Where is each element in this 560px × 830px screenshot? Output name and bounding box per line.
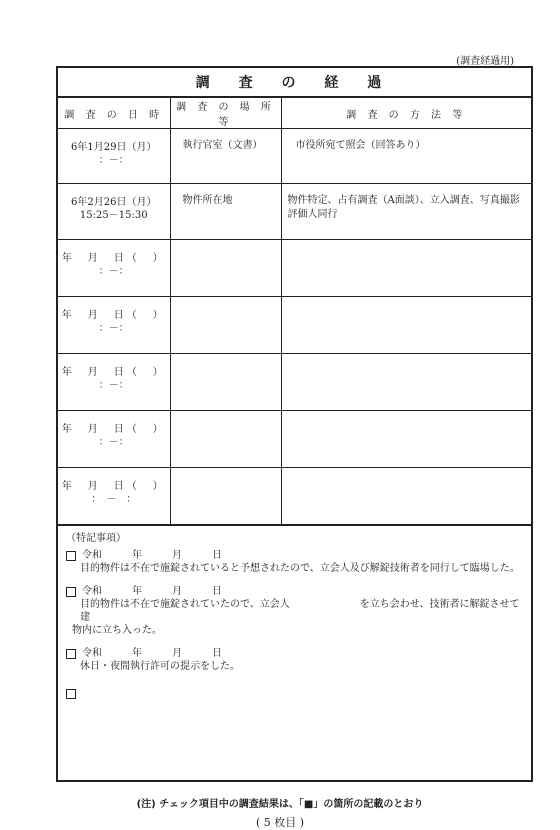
- date-cell: [58, 297, 170, 354]
- place-cell: [170, 240, 281, 297]
- method-cell: [281, 411, 531, 468]
- note-item: [66, 585, 523, 637]
- method-text: 物件特定、占有調査（A面談）、立入調査、写真撮影 評価人同行: [287, 195, 520, 220]
- time-text: ：－：: [98, 380, 129, 391]
- time-text: 15:25－15:30: [79, 210, 148, 221]
- method-cell: [281, 240, 531, 297]
- note-month: 月: [172, 648, 182, 659]
- time-text: ：－：: [98, 155, 129, 166]
- note-text: 休日・夜間執行許可の提示をした。: [80, 661, 240, 672]
- date-text: 年 月 日（ ）: [61, 310, 166, 321]
- time-text: ：－：: [98, 266, 129, 277]
- investigation-record-form: [56, 66, 533, 782]
- note-item: [66, 647, 523, 673]
- page-number: ( 5 枚目 ): [255, 816, 305, 829]
- date-cell: [58, 184, 170, 240]
- special-notes-section: [58, 525, 531, 715]
- note-year: 年: [132, 648, 142, 659]
- date-cell: [58, 129, 170, 184]
- note-text: 目的物件は不在で施錠されていると予想されたので、立会人及び解錠技術者を同行して臨場した。: [80, 563, 520, 574]
- note-day: 日: [212, 648, 222, 659]
- table-header-row: [58, 98, 531, 129]
- header-method: 調 査 の 方 法 等: [281, 98, 531, 129]
- note-year: 年: [132, 550, 142, 561]
- note-month: 月: [172, 586, 182, 597]
- note-era: 令和: [82, 648, 102, 659]
- method-cell: [281, 184, 531, 240]
- note-day: 日: [212, 550, 222, 561]
- table-row: [58, 297, 531, 354]
- date-cell: [58, 411, 170, 468]
- note-text: 目的物件は不在で施錠されていたので、立会人 を立ち会わせ、技術者に解錠させて建: [80, 599, 520, 623]
- place-cell: [170, 129, 281, 184]
- note-day: 日: [212, 586, 222, 597]
- date-text: 年 月 日（ ）: [61, 424, 166, 435]
- method-cell: [281, 297, 531, 354]
- method-text: 市役所宛て照会（回答あり）: [295, 140, 426, 151]
- method-cell: [281, 468, 531, 525]
- table-row: [58, 354, 531, 411]
- note-text-continued: 物内に立ち入った。: [72, 625, 162, 636]
- method-cell: [281, 354, 531, 411]
- table-row: [58, 468, 531, 525]
- date-cell: [58, 354, 170, 411]
- date-text: 年 月 日（ ）: [61, 253, 166, 264]
- form-title: 調 査 の 経 過: [58, 68, 531, 97]
- note-item: [66, 549, 523, 575]
- time-text: ：－：: [98, 437, 129, 448]
- time-text: ：－：: [98, 323, 129, 334]
- place-cell: [170, 354, 281, 411]
- date-text: 6年2月26日（月）: [71, 197, 157, 208]
- investigation-table: [58, 97, 531, 525]
- checkbox[interactable]: [66, 587, 76, 597]
- table-row: [58, 184, 531, 240]
- date-text: 年 月 日（ ）: [61, 481, 166, 492]
- table-row: [58, 411, 531, 468]
- table-row: [58, 240, 531, 297]
- place-text: 執行官室（文書）: [182, 140, 263, 151]
- time-text: ： － ：: [91, 494, 137, 505]
- checkbox[interactable]: [66, 551, 76, 561]
- footnote: (注) チェック項目中の調査結果は、「■」の箇所の記載のとおり: [136, 799, 424, 810]
- place-cell: [170, 184, 281, 240]
- note-month: 月: [172, 550, 182, 561]
- place-cell: [170, 468, 281, 525]
- date-cell: [58, 468, 170, 525]
- date-cell: [58, 240, 170, 297]
- place-text: 物件所在地: [182, 195, 233, 206]
- header-place: 調 査 の 場 所 等: [170, 98, 281, 129]
- form-type-label: (調査経過用): [456, 56, 514, 67]
- place-cell: [170, 411, 281, 468]
- table-row: [58, 129, 531, 184]
- place-cell: [170, 297, 281, 354]
- checkbox[interactable]: [66, 649, 76, 659]
- note-era: 令和: [82, 550, 102, 561]
- header-date: 調 査 の 日 時: [58, 98, 170, 129]
- date-text: 年 月 日（ ）: [61, 367, 166, 378]
- date-text: 6年1月29日（月）: [71, 142, 157, 153]
- note-item: [66, 687, 523, 699]
- note-era: 令和: [82, 586, 102, 597]
- checkbox[interactable]: [66, 689, 76, 699]
- method-cell: [281, 129, 531, 184]
- note-year: 年: [132, 586, 142, 597]
- notes-heading: （特記事項）: [66, 533, 126, 544]
